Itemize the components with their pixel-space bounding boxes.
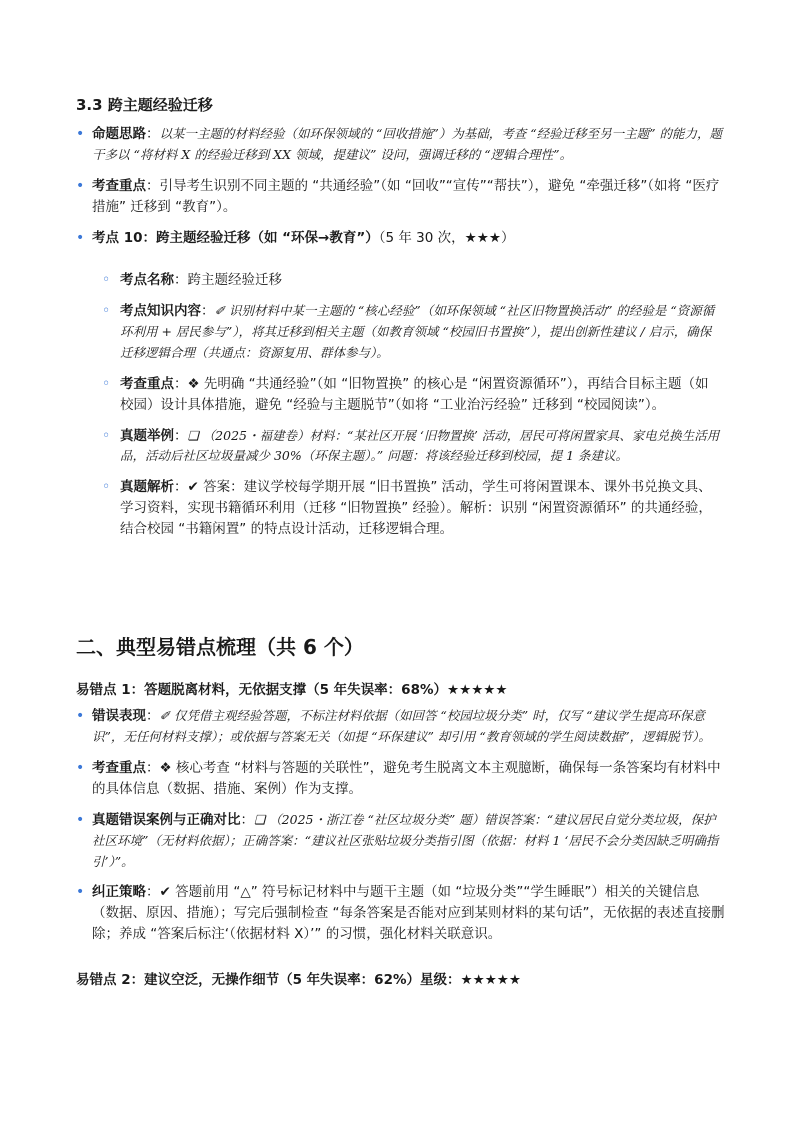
error-point-2-title: 易错点 2：建议空泛，无操作细节（5 年失误率：62%）星级：★★★★★ — [76, 972, 522, 988]
sub-list-item: ◦ 真题举例：❏ （2025・福建卷）材料：“某社区开展 ‘旧物置换’ 活动，居民可将闲置家具、家电兑换生活用品，活动后社区垃圾量减少 30%（环保主题）。” 问题：将该经验迁移到校园，提 1 条建议。 — [102, 426, 722, 468]
error-point-1-title: 易错点 1：答题脱离材料，无依据支撑（5 年失误率：68%）★★★★★ — [76, 682, 508, 698]
list-item: • 考查重点：❖ 核心考查 “材料与答题的关联性”，避免考生脱离文本主观臆断，确保每一条答案均有材料中的具体信息（数据、措施、案例）作为支撑。 — [76, 758, 726, 800]
item-label: 考查重点 — [92, 177, 146, 194]
item-label: 考点 10：跨主题经验迁移（如 “环保→教育”） — [92, 229, 379, 246]
item-text: （5 年 30 次，★★★） — [378, 229, 515, 246]
sub-list-item: ◦ 考点知识内容：✐ 识别材料中某一主题的 “核心经验”（如环保领域 “社区旧物置换活动” 的经验是 “资源循环利用 + 居民参与”），将其迁移到相关主题（如教育领域 “校园旧书置换”），提出创新性建议 / 启示，确保迁移逻辑合理（共通点：资源复用、群体参与）。 — [102, 301, 722, 364]
list-item: • 考查重点：引导考生识别不同主题的 “共通经验”（如 “回收”“宣传”“帮扶”），避免 “牵强迁移”（如将 “医疗措施” 迁移到 “教育”）。 — [76, 176, 726, 218]
section-heading-2: 二、典型易错点梳理（共 6 个） — [76, 635, 364, 659]
kaodian-10-sublist — [102, 270, 722, 540]
item-text: 以某一主题的材料经验（如环保领域的 “回收措施”）为基础，考查 “经验迁移至另一主题” 的能力，题干多以 “将材料 X 的经验迁移到 XX 领域，提建议” 设问，强调迁移的 “逻辑合理性”。 — [92, 126, 722, 162]
list-item: • 命题思路：以某一主题的材料经验（如环保领域的 “回收措施”）为基础，考查 “经验迁移至另一主题” 的能力，题干多以 “将材料 X 的经验迁移到 XX 领域，提建议” 设问，强调迁移的 “逻辑合理性”。 — [76, 124, 726, 166]
list-item: • 真题错误案例与正确对比：❏ （2025・浙江卷 “社区垃圾分类” 题）错误答案：“建议居民自觉分类垃圾，保护社区环境”（无材料依据）；正确答案：“建议社区张贴垃圾分类指引图（依据：材料 1 ‘居民不会分类因缺乏明确指引’）”。 — [76, 810, 726, 873]
sub-list-item: ◦ 真题解析：✔ 答案：建议学校每学期开展 “旧书置换” 活动，学生可将闲置课本、课外书兑换文具、学习资料，实现书籍循环利用（迁移 “旧物置换” 经验）。解析：识别 “闲置资源循环” 的共通经验，结合校园 “书籍闲置” 的特点设计活动，迁移逻辑合理。 — [102, 477, 722, 540]
sub-list-item: ◦ 考查重点：❖ 先明确 “共通经验”（如 “旧物置换” 的核心是 “闲置资源循环”），再结合目标主题（如校园）设计具体措施，避免 “经验与主题脱节”（如将 “工业治污经验” 迁移到 “校园阅读”）。 — [102, 374, 722, 416]
error-point-1-list — [76, 706, 726, 945]
item-label: 命题思路 — [92, 126, 146, 142]
list-item — [76, 228, 726, 249]
section-3-3-list — [76, 124, 726, 249]
item-text: 引导考生识别不同主题的 “共通经验”（如 “回收”“宣传”“帮扶”），避免 “牵强迁移”（如将 “医疗措施” 迁移到 “教育”）。 — [92, 177, 720, 215]
list-item: • 错误表现：✐ 仅凭借主观经验答题，不标注材料依据（如回答 “校园垃圾分类” 时，仅写 “建议学生提高环保意识”，无任何材料支撑）；或依据与答案无关（如提 “环保建议” 却引用 “教育领域的学生阅读数据”，逻辑脱节）。 — [76, 706, 726, 748]
list-item: • 纠正策略：✔ 答题前用 “△” 符号标记材料中与题干主题（如 “垃圾分类”“学生睡眠”）相关的关键信息（数据、原因、措施）；写完后强制检查 “每条答案是否能对应到某则材料的某句话”，无依据的表述直接删除；养成 “答案后标注‘（依据材料 X）’” 的习惯，强化材料关联意识。 — [76, 882, 726, 945]
sub-list-item: ◦ 考点名称：跨主题经验迁移 — [102, 270, 722, 291]
section-heading-3-3: 3.3 跨主题经验迁移 — [76, 96, 213, 114]
